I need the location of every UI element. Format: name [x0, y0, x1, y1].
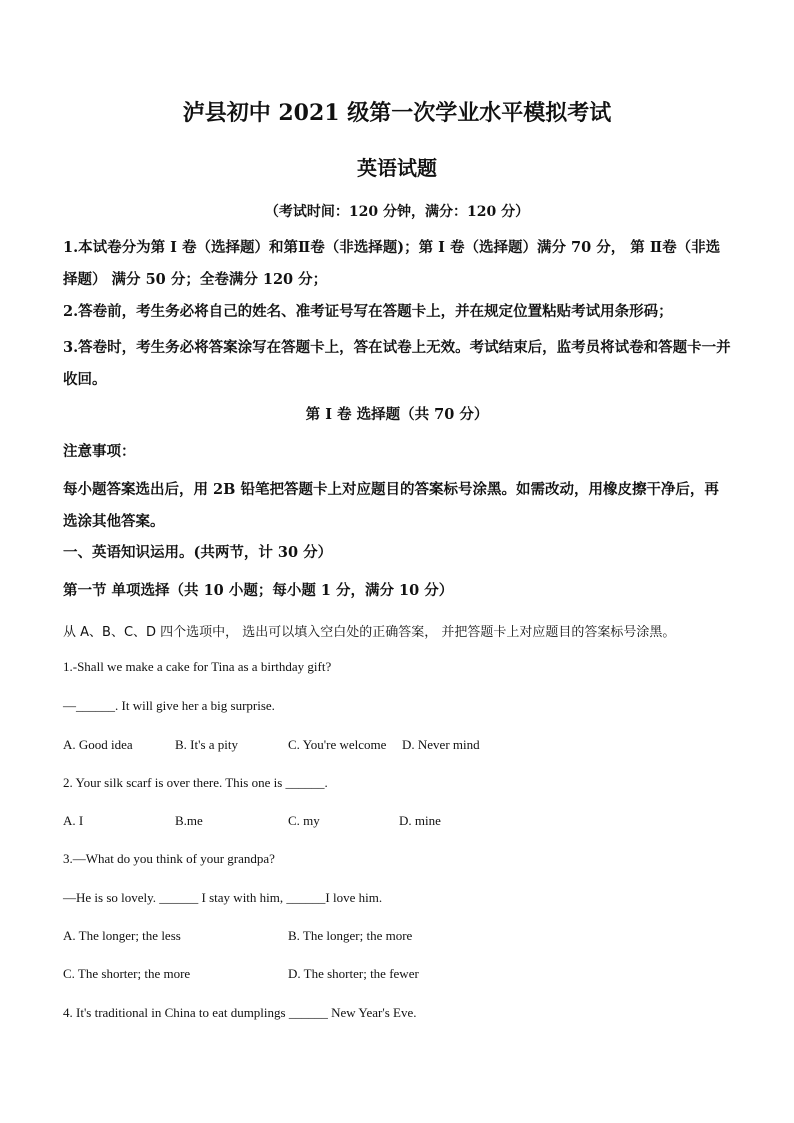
question-1-option-b: B. It's a pity [175, 737, 239, 752]
question-1-option-a: A. Good idea [63, 737, 133, 752]
question-2-option-c: C. my [288, 813, 320, 828]
rule-1: 1.本试卷分为第 I 卷（选择题）和第Ⅱ卷（非选择题)；第 I 卷（选择题）满分 70 分， 第 Ⅱ卷（非选择题） 满分 50 分；全卷满分 120 分； [63, 239, 721, 288]
question-2-option-a: A. I [63, 813, 84, 828]
notice-text: 每小题答案选出后，用 2B 铅笔把答题卡上对应题目的答案标号涂黑。如需改动，用橡皮擦干净后，再选涂其他答案。 [63, 481, 719, 530]
question-3-line2: —He is so lovely. ______ I stay with him, ______I love him. [63, 890, 383, 905]
rule-2: 2.答卷前，考生务必将自己的姓名、准考证号写在答题卡上，并在规定位置粘贴考试用条形码； [63, 303, 673, 320]
exam-info: （考试时间：120 分钟，满分：120 分） [264, 204, 530, 220]
question-1-line2: —______. It will give her a big surprise. [63, 698, 275, 713]
question-3-stem: 3.—What do you think of your grandpa? [63, 851, 275, 866]
question-2-stem: 2. Your silk scarf is over there. This one is ______. [63, 775, 328, 790]
question-4-stem: 4. It's traditional in China to eat dumplings ______ New Year's Eve. [63, 1005, 417, 1020]
question-2-option-b: B.me [175, 813, 203, 828]
question-1-stem: 1.-Shall we make a cake for Tina as a birthday gift? [63, 659, 332, 674]
instruction: 从 A、B、C、D 四个选项中， 选出可以填入空白处的正确答案， 并把答题卡上对应题目的答案标号涂黑。 [63, 625, 676, 640]
rule-3: 3.答卷时，考生务必将答案涂写在答题卡上，答在试卷上无效。考试结束后，监考员将试卷和答题卡一并收回。 [63, 339, 731, 388]
exam-title: 泸县初中 2021 级第一次学业水平模拟考试 [182, 100, 612, 126]
subsection-title: 第一节 单项选择（共 10 小题；每小题 1 分，满分 10 分） [63, 582, 454, 599]
question-1-option-c: C. You're welcome [288, 737, 387, 752]
question-3-option-a: A. The longer; the less [63, 928, 181, 943]
question-2-option-d: D. mine [399, 813, 441, 828]
subject-title: 英语试题 [357, 156, 437, 180]
part-title: 一、英语知识运用。(共两节，计 30 分） [63, 544, 333, 561]
question-3-option-c: C. The shorter; the more [63, 966, 191, 981]
question-1-option-d: D. Never mind [402, 737, 480, 752]
question-3-option-d: D. The shorter; the fewer [288, 966, 419, 981]
section-title: 第 I 卷 选择题（共 70 分） [305, 406, 489, 423]
notice-heading: 注意事项： [63, 443, 136, 460]
question-3-option-b: B. The longer; the more [288, 928, 413, 943]
